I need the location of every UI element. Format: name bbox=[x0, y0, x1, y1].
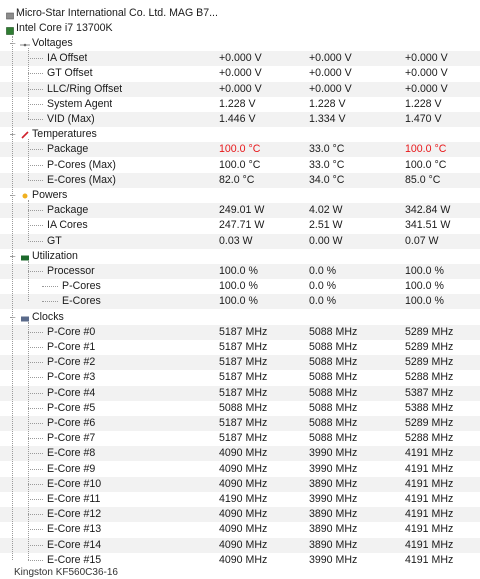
current-value: 5187 MHz bbox=[219, 371, 268, 384]
max-value: 5288 MHz bbox=[405, 432, 454, 445]
sensor-row[interactable] bbox=[0, 431, 480, 446]
sensor-row[interactable] bbox=[0, 416, 480, 431]
sensor-row[interactable] bbox=[0, 492, 480, 507]
current-value: 4190 MHz bbox=[219, 492, 268, 505]
min-value: 5088 MHz bbox=[309, 432, 358, 445]
sensor-row[interactable] bbox=[0, 446, 480, 461]
min-value: 3990 MHz bbox=[309, 553, 358, 566]
sensor-row[interactable] bbox=[0, 142, 480, 157]
min-value: 5088 MHz bbox=[309, 356, 358, 369]
tree-connector bbox=[28, 438, 43, 439]
sensor-label: P-Core #2 bbox=[47, 356, 96, 369]
max-value: 5289 MHz bbox=[405, 416, 454, 429]
current-value: 5088 MHz bbox=[219, 401, 268, 414]
max-value: 5289 MHz bbox=[405, 356, 454, 369]
sensor-row[interactable] bbox=[0, 279, 480, 294]
sensor-row[interactable] bbox=[0, 218, 480, 233]
tree-connector bbox=[28, 408, 43, 409]
group-clocks[interactable] bbox=[0, 310, 480, 325]
tree-connector bbox=[28, 469, 43, 470]
tree-connector bbox=[42, 286, 58, 287]
sensor-row[interactable] bbox=[0, 401, 480, 416]
max-value: 5388 MHz bbox=[405, 401, 454, 414]
tree-connector bbox=[28, 261, 29, 301]
sensor-label: Package bbox=[47, 143, 89, 156]
sensor-label: P-Core #0 bbox=[47, 325, 96, 338]
tree-connector bbox=[28, 453, 43, 454]
min-value: 5088 MHz bbox=[309, 371, 358, 384]
tree-connector bbox=[28, 393, 43, 394]
board-label: Micro-Star International Co. Ltd. MAG B7... bbox=[16, 6, 218, 19]
sensor-label: IA Cores bbox=[47, 219, 88, 232]
sensor-label: E-Core #13 bbox=[47, 523, 102, 536]
max-value: 4191 MHz bbox=[405, 447, 454, 460]
min-value: 0.00 W bbox=[309, 234, 343, 247]
sensor-row[interactable] bbox=[0, 173, 480, 188]
tree-connector bbox=[28, 322, 29, 560]
min-value: 0.0 % bbox=[309, 295, 337, 308]
min-value: 34.0 °C bbox=[309, 173, 345, 186]
max-value: 5288 MHz bbox=[405, 371, 454, 384]
max-value: 5387 MHz bbox=[405, 386, 454, 399]
max-value: +0.000 V bbox=[405, 67, 448, 80]
sensor-label: E-Core #14 bbox=[47, 538, 102, 551]
min-value: 33.0 °C bbox=[309, 143, 345, 156]
min-value: 5088 MHz bbox=[309, 340, 358, 353]
min-value: 0.0 % bbox=[309, 280, 337, 293]
min-value: 0.0 % bbox=[309, 264, 337, 277]
current-value: 4090 MHz bbox=[219, 508, 268, 521]
max-value: +0.000 V bbox=[405, 82, 448, 95]
sensor-label: GT bbox=[47, 234, 62, 247]
sensor-label: LLC/Ring Offset bbox=[47, 82, 123, 95]
clipped-top-node bbox=[2, 0, 30, 2]
sensor-label: P-Core #3 bbox=[47, 371, 96, 384]
current-value: 82.0 °C bbox=[219, 173, 255, 186]
sensor-label: E-Core #9 bbox=[47, 462, 96, 475]
sensor-row[interactable] bbox=[0, 158, 480, 173]
tree-connector bbox=[28, 225, 43, 226]
tree-connector bbox=[28, 139, 29, 179]
min-value: 5088 MHz bbox=[309, 386, 358, 399]
tree-connector bbox=[28, 210, 43, 211]
sensor-row[interactable] bbox=[0, 522, 480, 537]
max-value: 4191 MHz bbox=[405, 492, 454, 505]
tree-connector bbox=[28, 58, 43, 59]
min-value: 4.02 W bbox=[309, 204, 343, 217]
current-value: 247.71 W bbox=[219, 219, 265, 232]
tree-connector bbox=[28, 165, 43, 166]
tree-connector bbox=[28, 73, 43, 74]
tree-connector bbox=[28, 560, 43, 561]
group-label-temperatures: Temperatures bbox=[32, 128, 97, 141]
sensor-label: E-Core #10 bbox=[47, 477, 102, 490]
current-value: 100.0 % bbox=[219, 295, 258, 308]
current-value: 4090 MHz bbox=[219, 477, 268, 490]
max-value: 4191 MHz bbox=[405, 523, 454, 536]
current-value: 5187 MHz bbox=[219, 386, 268, 399]
current-value: 100.0 % bbox=[219, 264, 258, 277]
min-value: 3890 MHz bbox=[309, 523, 358, 536]
max-value: 4191 MHz bbox=[405, 508, 454, 521]
min-value: 5088 MHz bbox=[309, 325, 358, 338]
sensor-row[interactable] bbox=[0, 370, 480, 385]
max-value: 85.0 °C bbox=[405, 173, 441, 186]
sensor-label: P-Core #4 bbox=[47, 386, 96, 399]
group-label-powers: Powers bbox=[32, 188, 68, 201]
min-value: 1.228 V bbox=[309, 97, 346, 110]
max-value: 5289 MHz bbox=[405, 325, 454, 338]
tree-connector bbox=[28, 514, 43, 515]
sensor-label: Package bbox=[47, 204, 89, 217]
tree-node-cpu[interactable] bbox=[0, 21, 480, 36]
powers-collapse-toggle[interactable]: − bbox=[11, 190, 16, 200]
max-value: 4191 MHz bbox=[405, 477, 454, 490]
group-utilization[interactable] bbox=[0, 249, 480, 264]
sensor-label: VID (Max) bbox=[47, 112, 95, 125]
max-value: 100.0 % bbox=[405, 280, 444, 293]
sensor-row[interactable] bbox=[0, 386, 480, 401]
min-value: 1.334 V bbox=[309, 112, 346, 125]
tree-connector bbox=[28, 377, 43, 378]
sensor-row[interactable] bbox=[0, 507, 480, 522]
tree-connector bbox=[28, 48, 29, 119]
min-value: +0.000 V bbox=[309, 67, 352, 80]
max-value: 0.07 W bbox=[405, 234, 439, 247]
sensor-row[interactable] bbox=[0, 264, 480, 279]
current-value: 1.228 V bbox=[219, 97, 256, 110]
tree-connector bbox=[28, 149, 43, 150]
min-value: 3890 MHz bbox=[309, 538, 358, 551]
max-value: 100.0 °C bbox=[405, 158, 447, 171]
group-label-clocks: Clocks bbox=[32, 310, 64, 323]
sensor-row[interactable] bbox=[0, 82, 480, 97]
max-value: 4191 MHz bbox=[405, 538, 454, 551]
current-value: 5187 MHz bbox=[219, 356, 268, 369]
sensor-label: Processor bbox=[47, 264, 95, 277]
sensor-label: IA Offset bbox=[47, 52, 88, 65]
group-label-voltages: Voltages bbox=[32, 36, 73, 49]
max-value: 4191 MHz bbox=[405, 462, 454, 475]
sensor-label: E-Cores bbox=[62, 295, 101, 308]
max-value: 5289 MHz bbox=[405, 340, 454, 353]
current-value: 0.03 W bbox=[219, 234, 253, 247]
min-value: +0.000 V bbox=[309, 52, 352, 65]
tree-connector bbox=[42, 301, 58, 302]
sensor-label: E-Cores (Max) bbox=[47, 173, 116, 186]
tree-connector bbox=[28, 104, 43, 105]
max-value: +0.000 V bbox=[405, 52, 448, 65]
current-value: 5187 MHz bbox=[219, 432, 268, 445]
min-value: 3890 MHz bbox=[309, 508, 358, 521]
sensor-row[interactable] bbox=[0, 355, 480, 370]
sensor-label: E-Core #11 bbox=[47, 492, 101, 505]
sensor-label: E-Core #12 bbox=[47, 508, 102, 521]
sensor-label: E-Core #15 bbox=[47, 553, 102, 566]
current-value: 1.446 V bbox=[219, 112, 256, 125]
min-value: 3990 MHz bbox=[309, 462, 358, 475]
group-powers[interactable] bbox=[0, 188, 480, 203]
min-value: 33.0 °C bbox=[309, 158, 345, 171]
min-value: 5088 MHz bbox=[309, 401, 358, 414]
sensor-row[interactable] bbox=[0, 340, 480, 355]
current-value: 4090 MHz bbox=[219, 553, 268, 566]
min-value: 5088 MHz bbox=[309, 416, 358, 429]
max-value: 100.0 °C bbox=[405, 143, 447, 156]
sensor-label: P-Core #6 bbox=[47, 416, 96, 429]
current-value: 4090 MHz bbox=[219, 447, 268, 460]
sensor-row[interactable] bbox=[0, 112, 480, 127]
tree-connector bbox=[28, 89, 43, 90]
sensor-row[interactable] bbox=[0, 97, 480, 112]
tree-connector bbox=[28, 332, 43, 333]
sensor-label: P-Core #7 bbox=[47, 432, 96, 445]
max-value: 100.0 % bbox=[405, 264, 444, 277]
sensor-label: P-Core #5 bbox=[47, 401, 96, 414]
temperatures-collapse-toggle[interactable]: − bbox=[11, 130, 16, 140]
max-value: 342.84 W bbox=[405, 204, 451, 217]
group-label-utilization: Utilization bbox=[32, 249, 78, 262]
current-value: 4090 MHz bbox=[219, 538, 268, 551]
tree-connector bbox=[28, 119, 43, 120]
tree-connector bbox=[28, 362, 43, 363]
tree-connector bbox=[28, 529, 43, 530]
sensor-label: P-Core #1 bbox=[47, 340, 96, 353]
current-value: 100.0 % bbox=[219, 280, 258, 293]
max-value: 1.228 V bbox=[405, 97, 442, 110]
sensor-row[interactable] bbox=[0, 325, 480, 340]
sensor-label: System Agent bbox=[47, 97, 113, 110]
group-temperatures[interactable] bbox=[0, 127, 480, 142]
voltages-collapse-toggle[interactable]: − bbox=[11, 38, 16, 48]
tree-connector bbox=[28, 200, 29, 240]
min-value: 3990 MHz bbox=[309, 492, 358, 505]
min-value: 2.51 W bbox=[309, 219, 343, 232]
current-value: 5187 MHz bbox=[219, 340, 268, 353]
cpu-label: Intel Core i7 13700K bbox=[16, 21, 113, 34]
sensor-row[interactable] bbox=[0, 66, 480, 81]
current-value: +0.000 V bbox=[219, 67, 262, 80]
max-value: 341.51 W bbox=[405, 219, 451, 232]
max-value: 100.0 % bbox=[405, 295, 444, 308]
current-value: 5187 MHz bbox=[219, 416, 268, 429]
sensor-row[interactable] bbox=[0, 203, 480, 218]
min-value: 3990 MHz bbox=[309, 447, 358, 460]
sensor-label: P-Cores bbox=[62, 280, 101, 293]
tree-connector bbox=[28, 347, 43, 348]
tree-connector bbox=[28, 499, 43, 500]
tree-connector bbox=[12, 36, 13, 560]
current-value: 100.0 °C bbox=[219, 158, 261, 171]
tree-connector bbox=[28, 545, 43, 546]
max-value: 4191 MHz bbox=[405, 553, 454, 566]
current-value: 4090 MHz bbox=[219, 523, 268, 536]
sensor-row[interactable] bbox=[0, 538, 480, 553]
sensor-row[interactable] bbox=[0, 462, 480, 477]
sensor-row[interactable] bbox=[0, 234, 480, 249]
current-value: +0.000 V bbox=[219, 52, 262, 65]
sensor-label: GT Offset bbox=[47, 67, 93, 80]
tree-connector bbox=[28, 423, 43, 424]
tree-connector bbox=[28, 180, 43, 181]
group-voltages[interactable] bbox=[0, 36, 480, 51]
min-value: 3890 MHz bbox=[309, 477, 358, 490]
sensor-label: E-Core #8 bbox=[47, 447, 96, 460]
sensor-row[interactable] bbox=[0, 477, 480, 492]
tree-connector bbox=[28, 241, 43, 242]
current-value: +0.000 V bbox=[219, 82, 262, 95]
max-value: 1.470 V bbox=[405, 112, 442, 125]
sensor-label: P-Cores (Max) bbox=[47, 158, 116, 171]
current-value: 4090 MHz bbox=[219, 462, 268, 475]
utilization-collapse-toggle[interactable]: − bbox=[11, 251, 16, 261]
tree-node-board[interactable] bbox=[0, 6, 480, 21]
clocks-collapse-toggle[interactable]: − bbox=[11, 312, 16, 322]
min-value: +0.000 V bbox=[309, 82, 352, 95]
current-value: 5187 MHz bbox=[219, 325, 268, 338]
current-value: 100.0 °C bbox=[219, 143, 261, 156]
current-value: 249.01 W bbox=[219, 204, 265, 217]
tree-connector bbox=[28, 271, 43, 272]
sensor-row[interactable] bbox=[0, 553, 480, 568]
sensor-row[interactable] bbox=[0, 51, 480, 66]
tree-connector bbox=[28, 484, 43, 485]
sensor-row[interactable] bbox=[0, 294, 480, 309]
clipped-bottom-node: Kingston KF560C36-16 bbox=[14, 567, 118, 578]
